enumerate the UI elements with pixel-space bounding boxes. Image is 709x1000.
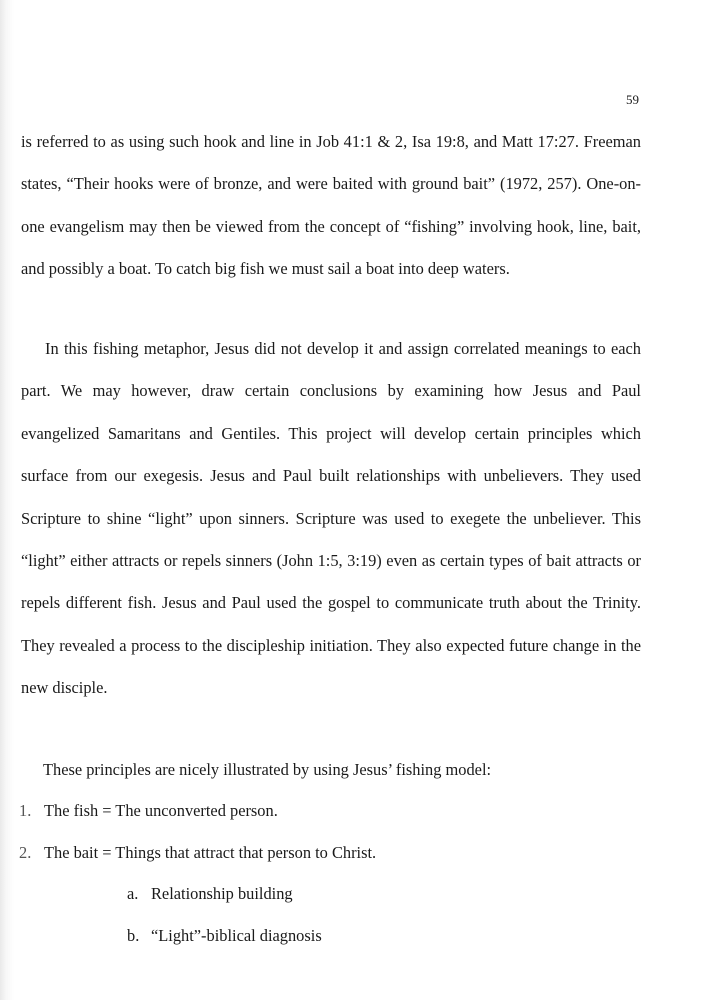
list-text: The fish = The unconverted person. [44,801,278,820]
list-item [19,790,278,832]
page-number: 59 [626,92,639,107]
paragraph-2 [21,328,641,710]
list-number: 2. [19,843,32,862]
list-item [19,832,376,874]
paragraph-2-text: In this fishing metaphor, Jesus did not develop it and assign correlated meanings to each part. We may however, draw certain conclusions by examining how Jesus and Paul evangelized Samaritans and Gentiles. This project will develop certain principles which surface from our exegesis. Jesus and Paul built relationships with unbelievers. They used Scripture to shine “light” upon sinners. Scripture was used to exegete the unbeliever. This “light” either attracts or repels sinners (John 1:5, 3:19) even as certain types of bait attracts or repels different fish. Jesus and Paul used the gospel to communicate truth about the Trinity. They revealed a process to the discipleship initiation. They also expected future change in the new disciple. [21,339,641,698]
list-number: 1. [19,801,32,820]
sublist-letter: a. [127,884,139,903]
paragraph-1-text: is referred to as using such hook and line in Job 41:1 & 2, Isa 19:8, and Matt 17:27. Freeman states, “Their hooks were of bronze, and were baited with ground bait” (1972, 257). One-on-one evangelism may then be viewed from the concept of “fishing” involving hook, line, bait, and possibly a boat. To catch big fish we must sail a boat into deep waters. [21,132,641,279]
sublist-item [127,915,322,957]
list-text: The bait = Things that attract that person to Christ. [44,843,377,862]
sublist-text: Relationship building [151,884,293,903]
paragraph-1 [21,121,641,291]
sublist-text: “Light”-biblical diagnosis [151,926,322,945]
sublist-letter: b. [127,926,140,945]
sublist-item [127,873,293,915]
list-intro: These principles are nicely illustrated by using Jesus’ fishing model: [43,760,492,779]
